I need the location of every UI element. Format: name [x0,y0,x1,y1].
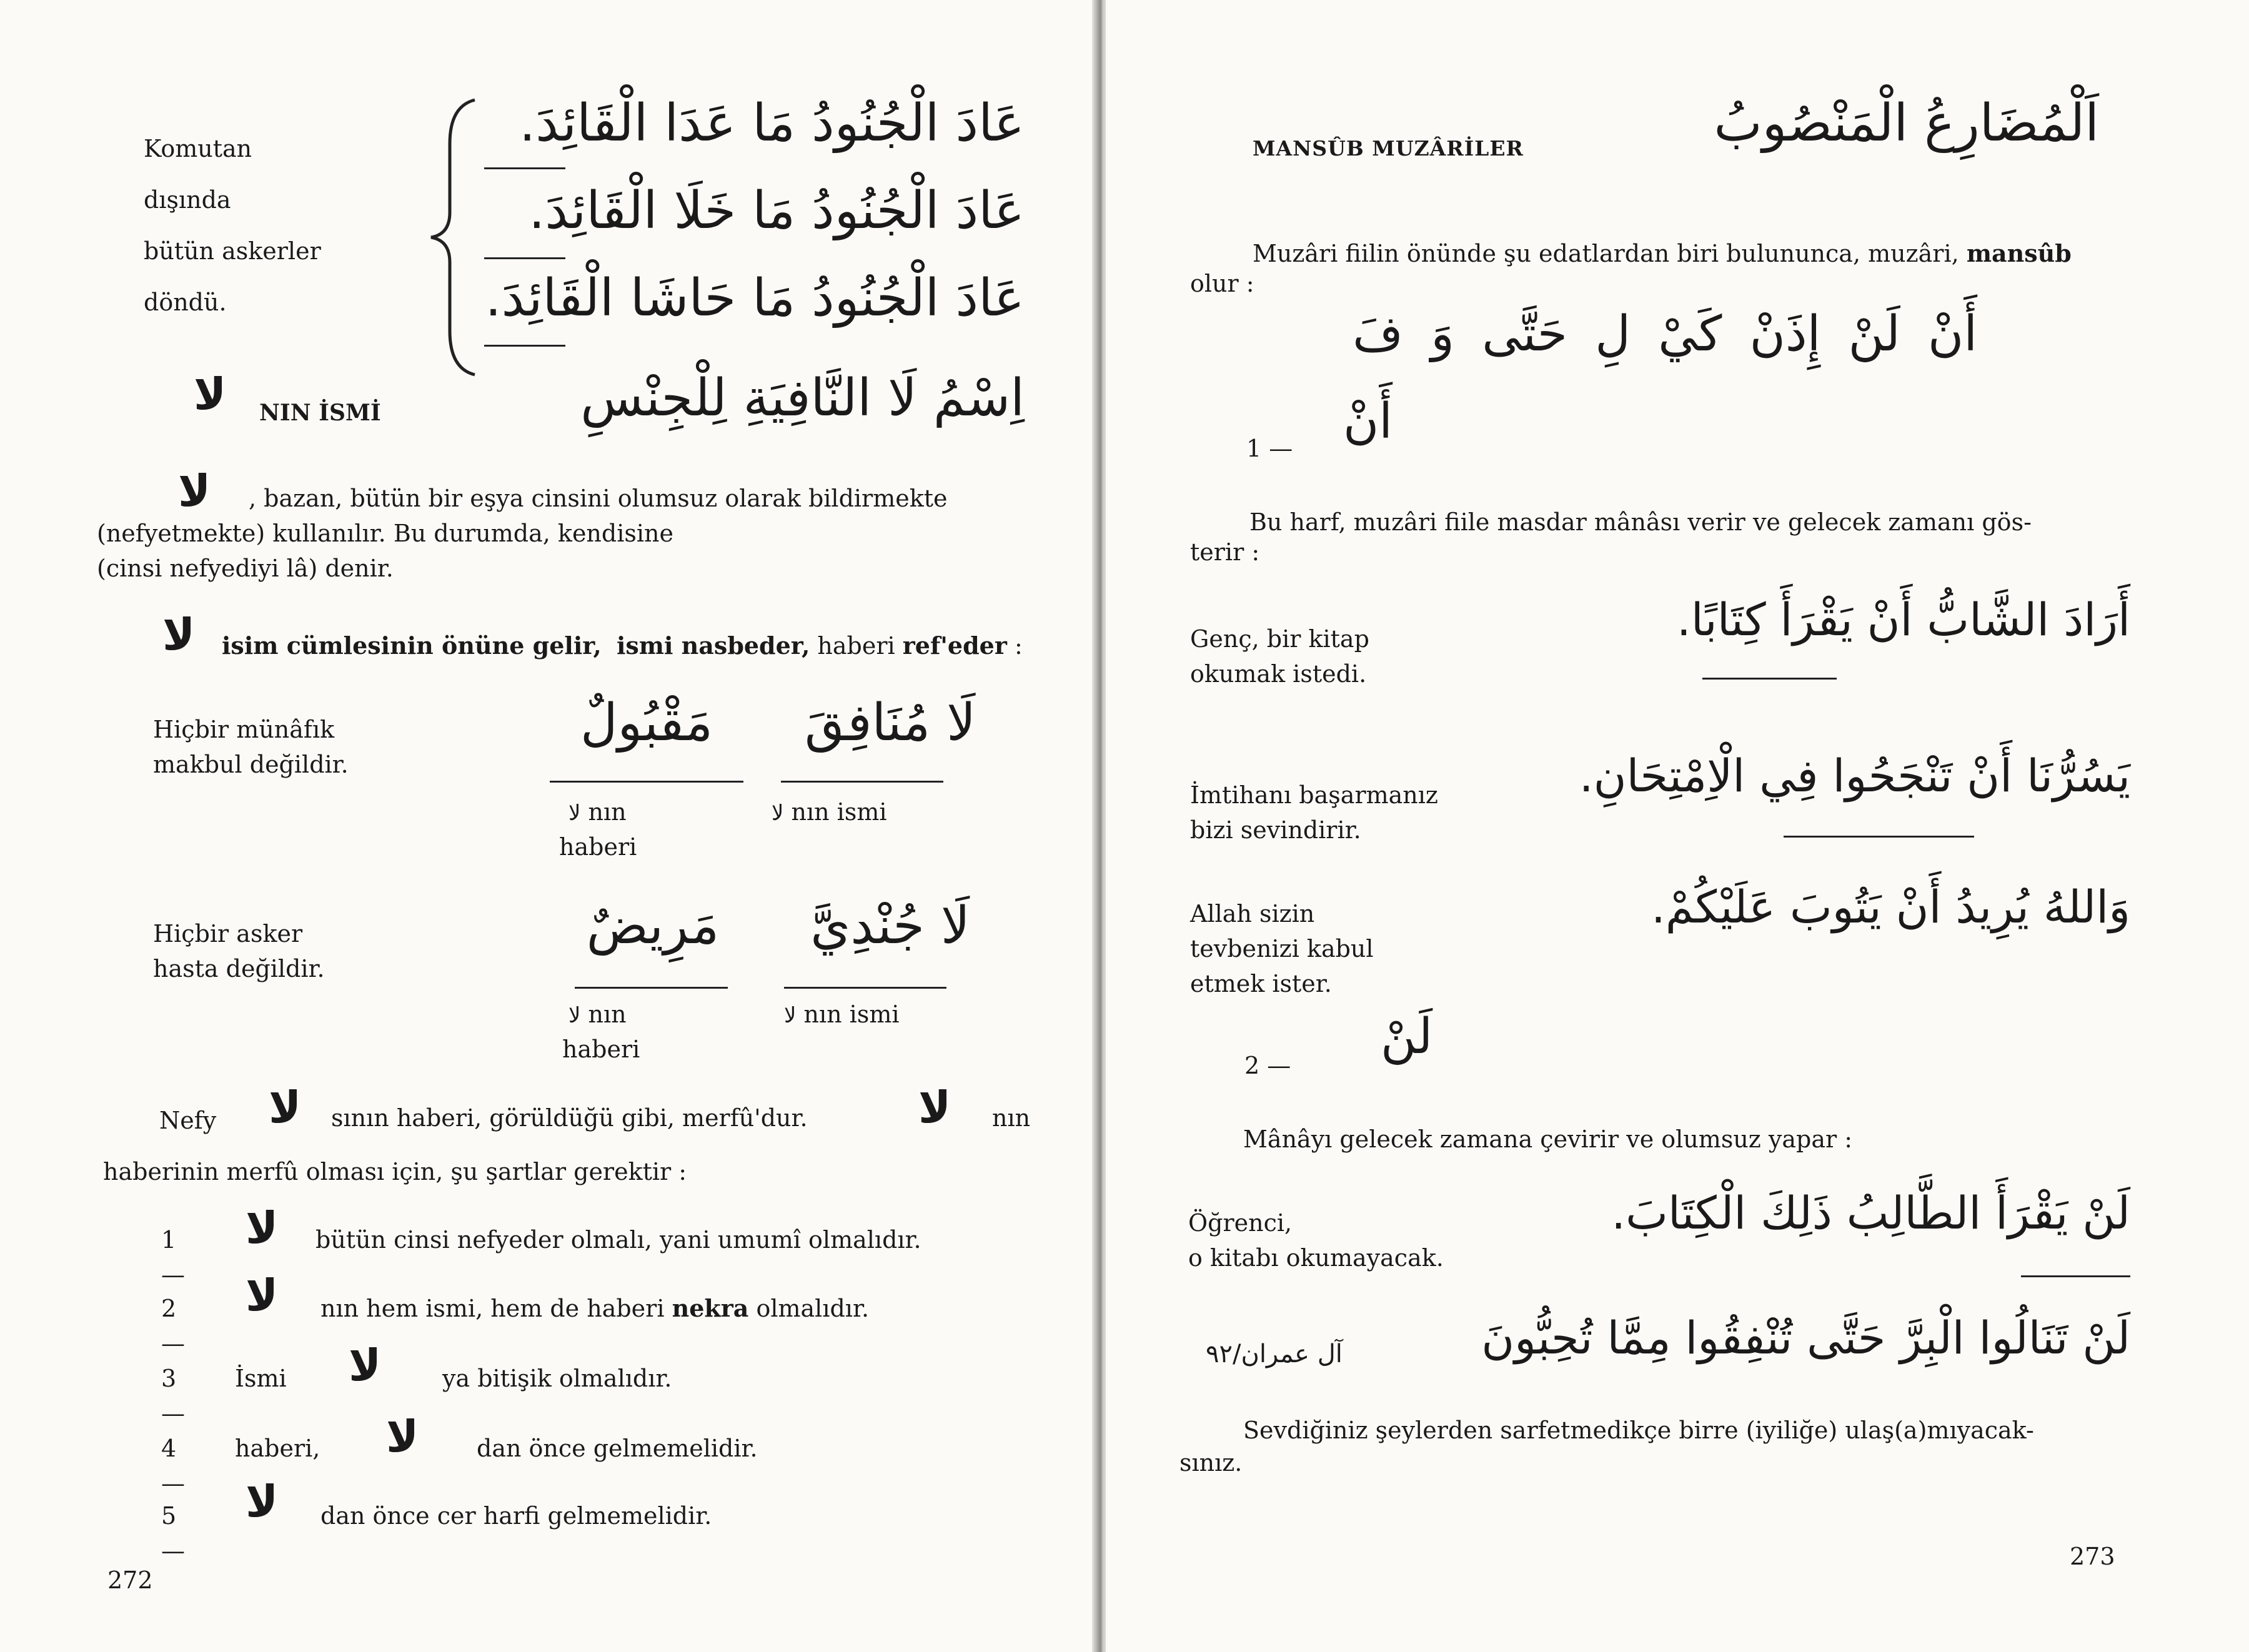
example-turkish [1190,778,1438,848]
example-ismi-arabic: لَا جُنْدِيَّ [810,896,970,956]
particle: لِ [1595,306,1631,362]
example-line: o kitabı okumayacak. [1188,1244,1444,1272]
la-letter: لا [246,1202,279,1254]
condition-text-part: olmalıdır. [756,1295,870,1322]
item-number: 1 — [1246,435,1293,462]
example-arabic: يَسُرُّنَا أَنْ تَنْجَحُوا فِي الْاِمْتِحَانِ. [1579,749,2130,802]
example-arabic: وَاللهُ يُرِيدُ أَنْ يَتُوبَ عَلَيْكُمْ. [1651,881,2130,933]
label-nin-ismi [784,997,900,1033]
condition-number: 2 — [161,1295,185,1357]
particle: حَتَّى [1482,306,1567,362]
item-description: Bu harf, muzâri fiile masdar mânâsı verir ve gelecek zamanı gös- [1249,508,2032,536]
translation-line: dışında [144,186,231,214]
la-letter: لا [918,1082,951,1133]
label-text: nın ismi [791,798,887,826]
label-text: nın ismi [803,1001,900,1028]
paragraph-line: (cinsi nefyediyi lâ) denir. [97,555,394,582]
translation-line: döndü. [144,289,227,316]
ayet-translation: Sevdiğiniz şeylerden sarfetmedikçe birre (iyiliğe) ulaş(a)mıyacak- [1243,1417,2034,1444]
label-text: nın [588,798,627,826]
translation-line: bütün askerler [144,237,321,265]
example-line: İmtihanı başarmanız [1190,781,1438,809]
section-heading-arabic: اِسْمُ لَا النَّافِيَةِ لِلْجِنْسِ [580,368,1025,428]
label-nin-ismi [772,794,887,831]
page-number: 272 [107,1566,153,1594]
condition-number: 5 — [161,1502,185,1565]
particle: أَنْ [1928,306,1977,362]
example-turkish [153,916,325,986]
item-number: 2 — [1244,1052,1291,1079]
label-haberi: haberi [562,1036,640,1063]
la-letter: لا [349,1340,382,1391]
condition-number: 4 — [161,1435,185,1497]
rule-bold-text: ref'eder [902,631,1007,660]
particle: لَنْ [1848,306,1900,362]
example-turkish [1190,621,1369,691]
condition-text: ya bitişik olmalıdır. [442,1365,672,1392]
la-small: لا [784,1003,797,1028]
ayet-arabic: لَنْ تَنَالُوا الْبِرَّ حَتَّى تُنْفِقُوا مِمَّا تُحِبُّونَ [1481,1312,2130,1364]
example-haber-arabic: مَرِيضٌ [586,896,720,956]
la-small: لا [568,801,581,826]
label-text: nın [588,1001,627,1028]
item-particle: أَنْ [1343,393,1393,450]
section-heading-arabic: اَلْمُضَارِعُ الْمَنْصُوبُ [1714,94,2099,153]
translation-line: Komutan [144,135,252,162]
example-line: etmek ister. [1190,970,1332,997]
particle: وَ [1431,306,1454,362]
underline [1784,836,1974,838]
la-small: لا [772,801,784,826]
right-page [1106,0,2249,1652]
underline [2021,1275,2130,1277]
istisna-turkish-translation [144,131,321,320]
underline [781,781,943,783]
intro-line [1253,236,2190,271]
example-line: Hiçbir münâfık [153,716,335,743]
la-letter: لا [269,1082,302,1133]
rule-text [609,632,617,660]
item-description: Mânâyı gelecek zamana çevirir ve olumsuz yapar : [1243,1125,1853,1153]
condition-number: 3 — [161,1365,185,1427]
nefy-nin: nın [992,1104,1031,1132]
underline [575,987,728,989]
istisna-example-1: عَادَ الْجُنُودُ مَا عَدَا الْقَائِدَ. [519,94,1025,153]
intro-line2: olur : [1190,270,1254,297]
la-letter: لا [246,1270,279,1321]
condition-text: dan önce gelmemelidir. [477,1435,758,1462]
example-haber-arabic: مَقْبُولٌ [580,693,713,753]
underline [484,345,565,347]
item-description: terir : [1190,538,1260,566]
condition-pre: İsmi [235,1365,287,1392]
label-nin [568,997,627,1033]
example-line: tevbenizi kabul [1190,935,1374,962]
example-ismi-arabic: لَا مُنَافِقَ [804,693,976,753]
rule-bold-text: ismi nasbeder, [616,631,810,660]
rule-text: : [1014,632,1023,660]
nefy-line2: haberinin merfû olması için, şu şartlar gerektir : [103,1158,687,1185]
rule-sentence [222,628,1071,663]
condition-text-part: nın hem ismi, hem de haberi [320,1295,665,1322]
example-turkish [1188,1205,1444,1275]
istisna-example-2: عَادَ الْجُنُودُ مَا خَلَا الْقَائِدَ. [529,181,1025,240]
rule-text: haberi [817,632,895,660]
condition-pre: haberi, [235,1435,320,1462]
condition-bold: nekra [672,1294,749,1322]
particle-list [1353,306,1977,362]
la-letter: لا [194,368,227,420]
example-turkish [1190,896,1374,1001]
example-line: okumak istedi. [1190,660,1367,688]
example-arabic: أَرَادَ الشَّابُّ أَنْ يَقْرَأَ كِتَابًا. [1676,593,2130,646]
ayet-reference: آل عمران/٩٢ [1206,1340,1343,1368]
example-line: bizi sevindirir. [1190,816,1361,844]
particle: فَ [1353,306,1403,362]
example-turkish [153,712,349,782]
condition-text [320,1291,869,1326]
intro-bold: mansûb [1966,239,2072,267]
example-line: Genç, bir kitap [1190,625,1369,653]
la-letter: لا [162,609,196,660]
ayet-translation: sınız. [1179,1449,1243,1476]
underline [484,167,565,169]
underline [1702,678,1837,680]
paragraph-line: , bazan, bütün bir eşya cinsini olumsuz olarak bildirmekte [249,485,948,512]
page-number: 273 [2070,1543,2115,1570]
underline [550,781,743,783]
example-line: Hiçbir asker [153,920,303,947]
intro-text: Muzâri fiilin önünde şu edatlardan biri bulununca, muzâri, [1253,240,1959,267]
paragraph-line: (nefyetmekte) kullanılır. Bu durumda, kendisine [97,520,674,547]
condition-text: dan önce cer harfi gelmemelidir. [320,1502,712,1530]
rule-bold-text: isim cümlesinin önüne gelir, [222,631,602,660]
section-heading: MANSÛB MUZÂRİLER [1253,136,1524,161]
istisna-example-3: عَادَ الْجُنُودُ مَا حَاشَا الْقَائِدَ. [485,269,1025,328]
la-letter: لا [178,465,211,517]
example-line: makbul değildir. [153,751,349,778]
nefy-text: sının haberi, görüldüğü gibi, merfû'dur. [331,1104,808,1132]
example-line: hasta değildir. [153,955,325,982]
underline [784,987,946,989]
condition-number: 1 — [161,1226,185,1288]
la-letter: لا [246,1476,279,1527]
underline [484,257,565,259]
item-particle: لَنْ [1381,1009,1433,1065]
example-line: Allah sizin [1190,900,1315,927]
label-haberi: haberi [559,833,637,861]
label-nin [568,794,627,831]
example-line: Öğrenci, [1188,1209,1293,1237]
condition-text: bütün cinsi nefyeder olmalı, yani umumî olmalıdır. [315,1226,921,1254]
particle: كَيْ [1658,306,1722,362]
particle: إِذَنْ [1749,306,1821,362]
la-letter: لا [386,1411,419,1462]
left-page [0,0,1100,1652]
section-heading: NIN İSMİ [259,400,381,426]
la-small: لا [568,1003,581,1028]
nefy-word: Nefy [159,1107,217,1134]
example-arabic: لَنْ يَقْرَأَ الطَّالِبُ ذَلِكَ الْكِتَابَ. [1611,1187,2130,1239]
